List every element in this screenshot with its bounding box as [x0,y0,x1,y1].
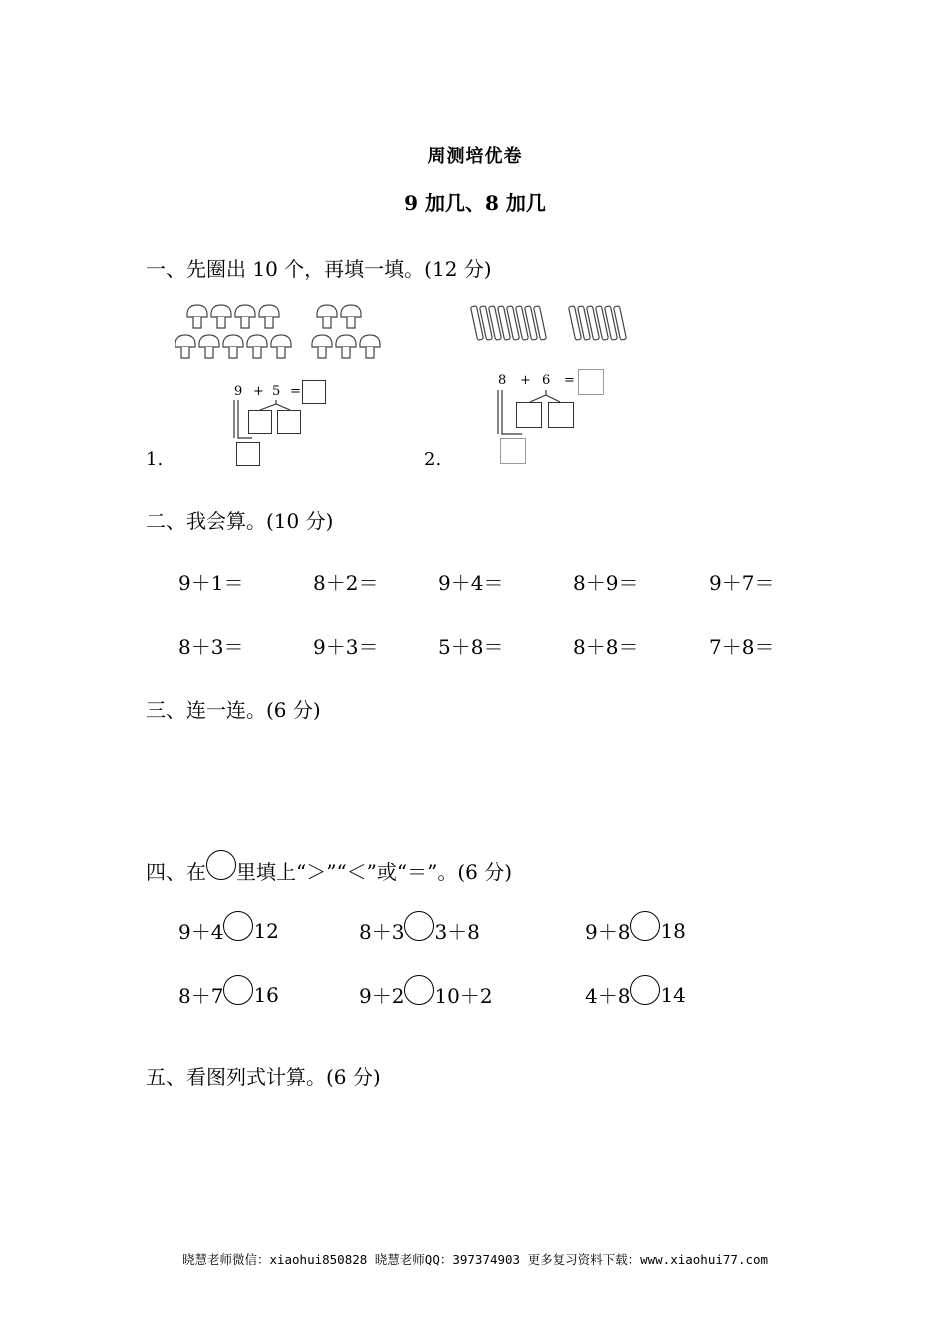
compare-circle[interactable] [223,911,253,941]
mushroom-stem [265,317,273,328]
compare-right: 16 [253,982,279,1007]
mushroom-stem [318,347,326,358]
compare-item [359,916,480,945]
compare-circle[interactable] [630,911,660,941]
mushroom-cap [175,335,195,347]
mushrooms-picture [175,302,385,370]
compare-right: 12 [253,918,279,943]
sticks-picture [468,302,638,347]
mushroom-cap [235,305,255,317]
mushroom-cap [312,335,332,347]
mushroom-stem [241,317,249,328]
q1-addend-b: 5 [272,384,281,399]
compare-right: 14 [660,982,686,1007]
compare-left: 9＋8 [585,920,631,944]
calc-item: 9＋3＝ [313,635,379,659]
q1-plus: + [253,384,264,399]
mushroom-stem [229,347,237,358]
q2-sum-box[interactable] [500,438,526,464]
q2-addend-a: 8 [498,373,507,388]
q1-split-box-left[interactable] [248,410,272,434]
calc-item: 9＋7＝ [709,571,775,595]
section4-heading-post: 里填上“＞”“＜”或“＝”。(6 分) [236,860,513,884]
compare-left: 4＋8 [585,984,631,1008]
footer-text: 晓慧老师微信：xiaohui850828 晓慧老师QQ：397374903 更多复习资料下载：www.xiaohui77.com [181,1252,769,1267]
mushroom-stem [366,347,374,358]
q2-split-box-right[interactable] [548,402,574,428]
mushroom-stem [342,347,350,358]
q1-answer-box[interactable] [302,380,326,404]
mushroom-cap [259,305,279,317]
q1-equals: = [290,384,301,399]
page-title: 周测培优卷 [427,146,523,167]
circle-icon [206,850,236,880]
q2-answer-box[interactable] [578,369,604,395]
mushroom-stem [217,317,225,328]
q1-sum-box[interactable] [236,442,260,466]
calc-item: 9＋1＝ [178,571,244,595]
q2-plus: + [520,373,531,388]
compare-right: 18 [660,918,686,943]
mushroom-cap [341,305,361,317]
calc-item: 9＋4＝ [438,571,504,595]
compare-left: 8＋3 [359,920,405,944]
section2-heading: 二、我会算。(10 分) [146,509,334,533]
calc-item: 7＋8＝ [709,635,775,659]
calc-item: 8＋8＝ [573,635,639,659]
mushroom-stem [181,347,189,358]
q1-number: 1. [146,449,164,470]
mushroom-cap [336,335,356,347]
compare-circle[interactable] [223,975,253,1005]
q2-split-box-left[interactable] [516,402,542,428]
compare-left: 9＋4 [178,920,224,944]
compare-item [178,980,279,1009]
mushroom-cap [360,335,380,347]
compare-item [178,916,279,945]
compare-left: 8＋7 [178,984,224,1008]
calc-item: 8＋2＝ [313,571,379,595]
mushroom-stem [205,347,213,358]
section1-heading: 一、先圈出 10 个，再填一填。(12 分) [146,257,492,281]
compare-circle[interactable] [404,911,434,941]
section4-heading [146,856,512,885]
section3-heading: 三、连一连。(6 分) [146,698,321,722]
compare-circle[interactable] [404,975,434,1005]
mushroom-cap [247,335,267,347]
compare-circle[interactable] [630,975,660,1005]
mushroom-stem [277,347,285,358]
section4-heading-pre: 四、在 [146,860,206,884]
mushroom-cap [187,305,207,317]
q1-addend-a: 9 [234,384,243,399]
q2-addend-b: 6 [542,373,551,388]
q2-number: 2. [424,449,442,470]
compare-right: 10＋2 [434,984,493,1008]
mushroom-cap [317,305,337,317]
page-subtitle: 9 加几、8 加几 [404,191,546,215]
calc-item: 5＋8＝ [438,635,504,659]
compare-item [585,980,686,1009]
mushroom-stem [347,317,355,328]
calc-item: 8＋3＝ [178,635,244,659]
q1-split-diagram [228,378,338,468]
q2-equals: = [564,373,575,388]
mushroom-cap [199,335,219,347]
compare-item [359,980,493,1009]
compare-item [585,916,686,945]
mushroom-stem [253,347,261,358]
section5-heading: 五、看图列式计算。(6 分) [146,1065,381,1089]
compare-left: 9＋2 [359,984,405,1008]
compare-right: 3＋8 [434,920,480,944]
mushroom-cap [223,335,243,347]
mushroom-cap [211,305,231,317]
mushroom-stem [193,317,201,328]
mushroom-stem [323,317,331,328]
q2-split-diagram [494,368,614,468]
mushroom-cap [271,335,291,347]
q1-split-box-right[interactable] [277,410,301,434]
calc-item: 8＋9＝ [573,571,639,595]
